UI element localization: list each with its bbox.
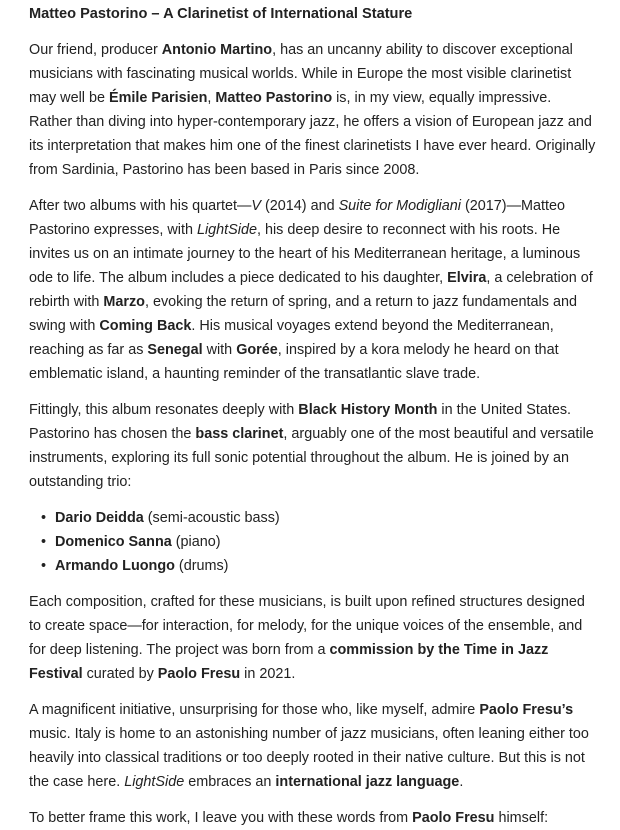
text: , inspired by a kora melody he heard on that emblematic island, a haunting reminder of the transatlantic slave trade. [29,342,559,382]
text: Our friend, producer [29,42,162,58]
text: , evoking the return of spring, and a return to jazz fundamentals and swing with [29,294,577,334]
text: in the United States. Pastorino has chosen the [29,402,572,442]
text: embraces an [184,774,276,790]
text: Each composition, crafted for these musicians, is built upon refined structures designed to create space—for interaction, for melody, for the unique voices of the ensemble, and for deep listening. The project was born from a [29,594,585,658]
list-item [41,530,596,554]
text: with [202,342,237,358]
text: curated by [82,666,158,682]
musician-name: Dario Deidda [55,510,144,526]
paragraph-closing [29,806,596,830]
album-title: V [251,198,261,214]
track-name: Marzo [103,294,145,310]
track-name: Gorée [236,342,278,358]
musician-role: (piano) [171,534,221,550]
text: himself: [494,810,549,826]
paragraph-initiative [29,698,596,794]
curator-name: Paolo Fresu [157,666,241,682]
album-title: LightSide [196,222,257,238]
highlight: Black History Month [298,402,438,418]
text: . [459,774,464,790]
text: is, in my view, equally impressive. Rather than diving into hyper-contemporary jazz, he offers a vision of European jazz and its interpretation that makes him one of the finest clarinetists I have ever heard. Originally from Sardinia, Pastorino has been based in Paris since 2008. [29,90,596,178]
album-title: LightSide [124,774,185,790]
place-name: Senegal [147,342,203,358]
bullet-icon: • [41,510,47,526]
artist-name: Matteo Pastorino [215,90,333,106]
text: After two albums with his quartet— [29,198,252,214]
text: A magnificent initiative, unsurprising for those who, like myself, admire [29,702,480,718]
bullet-icon: • [41,558,47,574]
musician-role: (drums) [174,558,229,574]
text: , arguably one of the most beautiful and versatile instruments, exploring its full sonic potential throughout the album. He is joined by an outstanding trio: [29,426,594,490]
text: To better frame this work, I leave you with these words from [29,810,413,826]
text: . His musical voyages extend beyond the Mediterranean, reaching as far as [29,318,554,358]
text: , a celebration of rebirth with [29,270,593,310]
text: (2017)—Matteo Pastorino expresses, with [29,198,565,238]
text: Fittingly, this album resonates deeply with [29,402,299,418]
text: , his deep desire to reconnect with his roots. He invites us on an intimate journey to the heart of his Mediterranean heritage, a luminous ode to life. The album includes a piece dedicated to his daughter, [29,222,581,286]
text: music. Italy is home to an astonishing number of jazz musicians, often leaning either too heavily into classical traditions or too deeply rooted in their native culture. But this is not the case here. [29,726,589,790]
paragraph-composition [29,590,596,686]
paragraph-trio-intro [29,398,596,494]
musician-name: Domenico Sanna [55,534,172,550]
curator-name: Paolo Fresu’s [479,702,574,718]
clarinetist-name: Émile Parisien [108,90,208,106]
highlight: international jazz language [275,774,460,790]
album-title: Suite for Modigliani [338,198,461,214]
highlight: commission by the Time in Jazz Festival [29,642,549,682]
text: , [207,90,216,106]
instrument-name: bass clarinet [195,426,284,442]
text: in 2021. [240,666,296,682]
curator-name: Paolo Fresu [412,810,495,826]
track-name: Elvira [447,270,487,286]
text: (2014) and [260,198,339,214]
list-item [41,506,596,530]
track-name: Coming Back [99,318,192,334]
musician-role: (semi-acoustic bass) [143,510,280,526]
musician-name: Armando Luongo [55,558,175,574]
bullet-icon: • [41,534,47,550]
list-item [41,554,596,578]
text: , has an uncanny ability to discover exceptional musicians with fascinating musical worlds. While in Europe the most visible clarinetist may well be [29,42,573,106]
article-title: Matteo Pastorino – A Clarinetist of International Stature [29,6,413,22]
producer-name: Antonio Martino [161,42,273,58]
paragraph-albums [29,194,596,386]
paragraph-intro [29,38,596,182]
trio-list [29,506,596,578]
